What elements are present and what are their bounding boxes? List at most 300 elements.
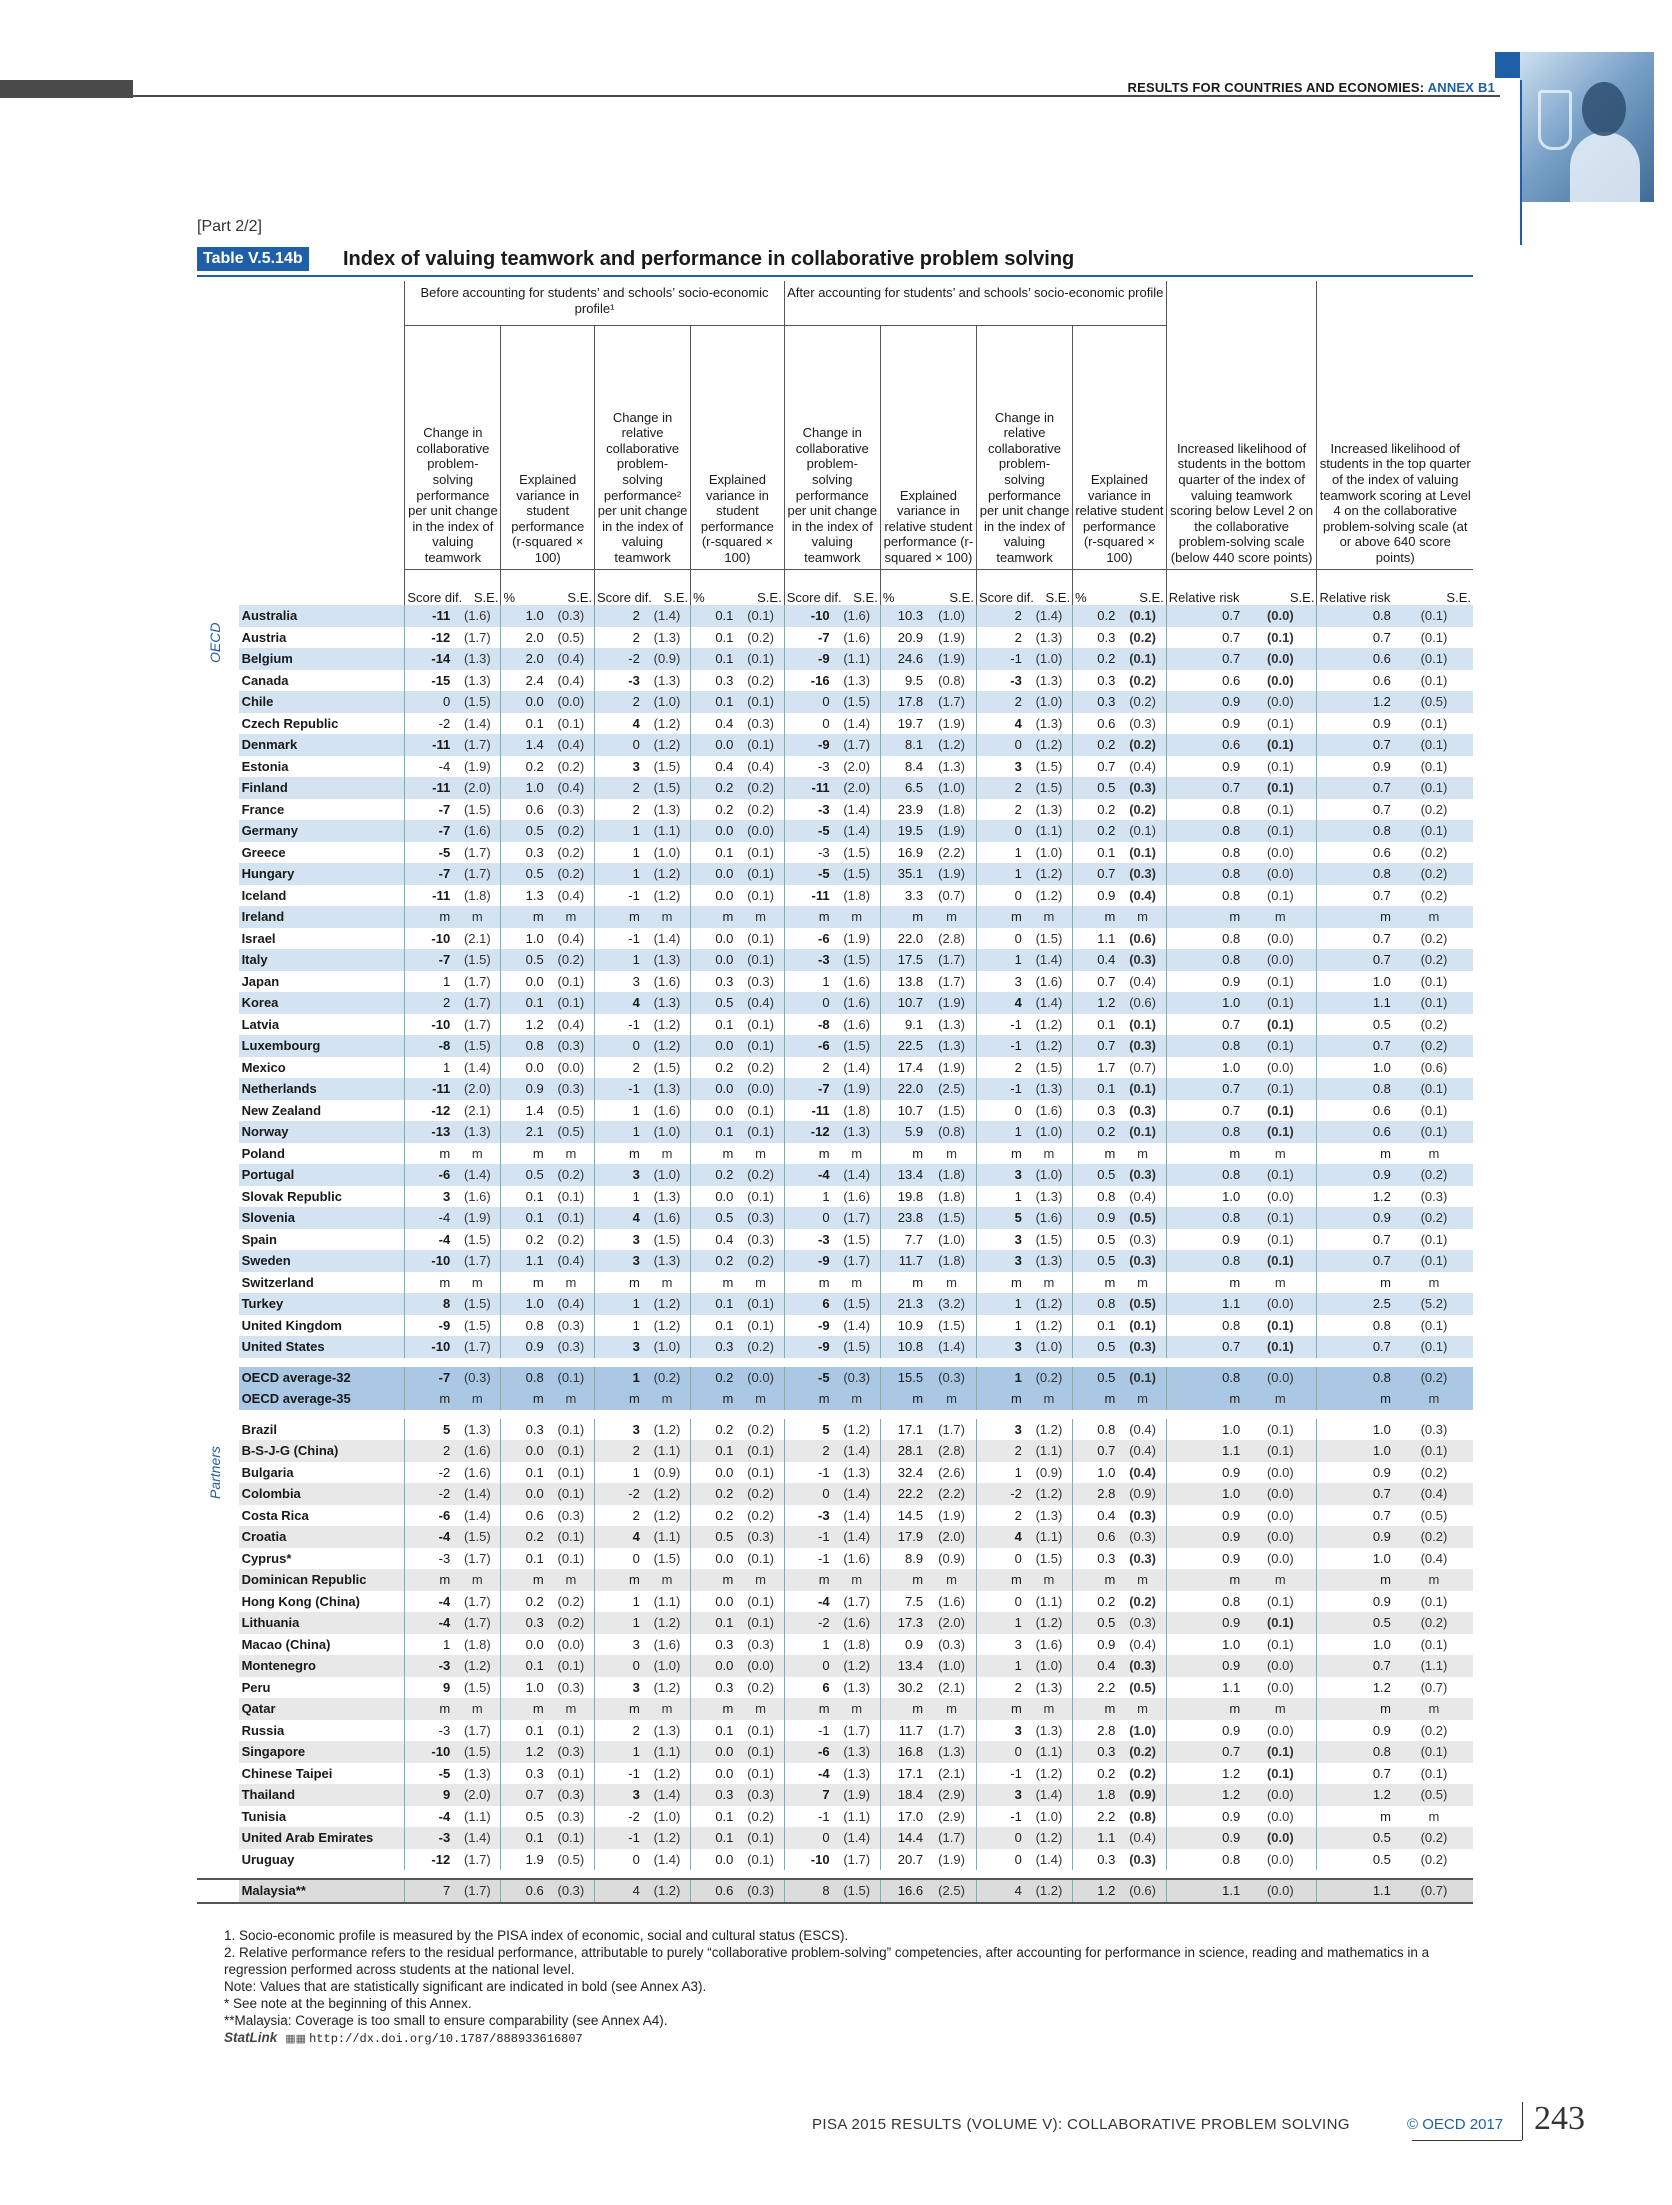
- cell-value: (0.7): [1129, 1059, 1156, 1075]
- cell-value: 0.7: [1166, 648, 1244, 670]
- cell-value: (0.9): [653, 1464, 681, 1480]
- cell-value: m: [1428, 1274, 1440, 1290]
- cell-value: -1: [976, 1078, 1025, 1100]
- cell-value: m: [1166, 1698, 1244, 1720]
- cell-value: (0.3): [1129, 1851, 1156, 1867]
- unit-header: %: [691, 569, 738, 605]
- cell-value: m: [471, 1274, 483, 1290]
- cell-value: -3: [784, 1229, 833, 1251]
- table-row: [197, 1164, 1473, 1186]
- cell-value: -7: [405, 863, 454, 885]
- cell-value: (0.1): [747, 1851, 774, 1867]
- cell-value: m: [784, 906, 833, 928]
- cell-value: (0.4): [1119, 1827, 1166, 1849]
- cell-value: (1.5): [454, 949, 501, 971]
- cell-value: 1.2: [1317, 1186, 1395, 1208]
- cell-value: (0.3): [548, 1336, 595, 1358]
- cell-value: 23.9: [880, 799, 927, 821]
- cell-value: (1.7): [927, 1827, 976, 1849]
- table-row: [197, 1207, 1473, 1229]
- cell-value: (0.4): [548, 777, 595, 799]
- cell-value: m: [1119, 1698, 1166, 1720]
- cell-value: (0.2): [1395, 1207, 1473, 1229]
- cell-value: (1.6): [843, 629, 871, 645]
- cell-value: (1.2): [1026, 863, 1073, 885]
- cell-value: 2: [595, 627, 644, 649]
- cell-value: 1: [405, 1057, 454, 1079]
- cell-value: (0.2): [747, 1679, 774, 1695]
- cell-value: (2.1): [938, 1765, 965, 1781]
- cell-value: (0.4): [557, 930, 585, 946]
- table-row: [197, 842, 1473, 864]
- cell-value: 0.5: [1317, 1014, 1395, 1036]
- cell-value: (0.1): [1266, 1765, 1294, 1781]
- cell-value: 0: [784, 992, 833, 1014]
- cell-value: m: [1073, 1143, 1120, 1165]
- table-row: [197, 1806, 1473, 1828]
- cell-value: (0.2): [1119, 734, 1166, 756]
- cell-value: (0.1): [1266, 1636, 1294, 1652]
- cell-value: 30.2: [880, 1677, 927, 1699]
- cell-value: m: [661, 1274, 673, 1290]
- cell-value: (0.1): [747, 1593, 774, 1609]
- country-name: Germany: [239, 820, 405, 842]
- country-name: Korea: [239, 992, 405, 1014]
- cell-value: (0.1): [1266, 1593, 1294, 1609]
- cell-value: m: [755, 1274, 766, 1290]
- cell-value: -3: [976, 670, 1025, 692]
- cell-value: (1.0): [1026, 691, 1073, 713]
- cell-value: m: [405, 906, 454, 928]
- table-row: [197, 777, 1473, 799]
- cell-value: -11: [784, 885, 833, 907]
- cell-value: (1.0): [1026, 1164, 1073, 1186]
- cell-value: -10: [405, 1014, 454, 1036]
- cell-value: 0.5: [501, 1164, 548, 1186]
- cell-value: (0.1): [1395, 1440, 1473, 1462]
- cell-value: (0.3): [737, 1526, 784, 1548]
- cell-value: (0.0): [1266, 672, 1294, 688]
- cell-value: m: [548, 1569, 595, 1591]
- cell-value: 1.1: [1166, 1293, 1244, 1315]
- cell-value: m: [1073, 1272, 1120, 1294]
- cell-value: 2: [976, 1505, 1025, 1527]
- cell-value: (0.2): [1026, 1367, 1073, 1389]
- cell-value: 0.7: [1317, 734, 1395, 756]
- cell-value: 20.9: [880, 627, 927, 649]
- cell-value: (1.4): [834, 1164, 881, 1186]
- cell-value: m: [565, 1274, 577, 1290]
- cell-value: (1.2): [653, 887, 681, 903]
- cell-value: (0.2): [1129, 1593, 1156, 1609]
- cell-value: (1.4): [1026, 605, 1073, 627]
- cell-value: (0.2): [557, 1593, 585, 1609]
- table-row: [197, 605, 1473, 627]
- cell-value: 0.9: [1166, 1548, 1244, 1570]
- cell-value: 0.8: [1317, 1078, 1395, 1100]
- cell-value: (1.7): [938, 1421, 965, 1437]
- cell-value: 17.9: [880, 1526, 927, 1548]
- cell-value: m: [548, 906, 595, 928]
- cell-value: (1.9): [938, 1059, 965, 1075]
- cell-value: 0.7: [1317, 1229, 1395, 1251]
- cell-value: (0.4): [737, 992, 784, 1014]
- cell-value: 1: [976, 1186, 1025, 1208]
- country-name: Chinese Taipei: [241, 1765, 333, 1781]
- cell-value: 0.1: [691, 1315, 738, 1337]
- cell-value: (0.2): [1420, 930, 1448, 946]
- cell-value: (1.4): [644, 605, 691, 627]
- cell-value: (1.7): [843, 1593, 871, 1609]
- cell-value: 0.4: [1073, 1505, 1120, 1527]
- cell-value: -6: [784, 1035, 833, 1057]
- cell-value: -9: [784, 1315, 833, 1337]
- cell-value: (1.7): [834, 1250, 881, 1272]
- cell-value: (0.0): [1244, 1526, 1317, 1548]
- cell-value: m: [784, 1143, 833, 1165]
- cell-value: 1.0: [1166, 992, 1244, 1014]
- cell-value: 3: [976, 1784, 1025, 1806]
- cell-value: 0.7: [501, 1784, 548, 1806]
- cell-value: (0.0): [737, 1655, 784, 1677]
- cell-value: (1.2): [644, 1879, 691, 1903]
- cell-value: -6: [405, 1164, 454, 1186]
- cell-value: 0.9: [1073, 885, 1120, 907]
- cell-value: (0.2): [1395, 863, 1473, 885]
- cell-value: (0.3): [1119, 863, 1166, 885]
- cell-value: 0.5: [1073, 1336, 1120, 1358]
- cell-value: (0.1): [1244, 1612, 1317, 1634]
- cell-value: (0.1): [548, 1827, 595, 1849]
- cell-value: 2.8: [1073, 1720, 1120, 1742]
- cell-value: 16.9: [880, 842, 927, 864]
- cell-value: (0.5): [548, 1121, 595, 1143]
- cell-value: 1.2: [501, 1741, 548, 1763]
- cell-value: (0.1): [1244, 1121, 1317, 1143]
- cell-value: 1: [405, 1634, 454, 1656]
- cell-value: 0.3: [691, 1677, 738, 1699]
- cell-value: (0.0): [737, 820, 784, 842]
- cell-value: (1.7): [843, 1722, 871, 1738]
- unit-header: S.E.: [757, 590, 782, 605]
- cell-value: (1.7): [454, 863, 501, 885]
- cell-value: (0.3): [548, 1078, 595, 1100]
- cell-value: 0.7: [1073, 1035, 1120, 1057]
- cell-value: 0.5: [691, 1207, 738, 1229]
- cell-value: (0.3): [1129, 1507, 1156, 1523]
- country-name: New Zealand: [241, 1102, 322, 1118]
- cell-value: 1: [976, 1121, 1025, 1143]
- cell-value: (0.4): [557, 887, 585, 903]
- cell-value: m: [946, 1145, 957, 1161]
- cell-value: m: [834, 1569, 881, 1591]
- cell-value: (0.2): [1420, 801, 1448, 817]
- note-cyprus: * See note at the beginning of this Annex.: [224, 1996, 472, 2011]
- table-row: [197, 1336, 1473, 1358]
- cell-value: 0.8: [1073, 1186, 1120, 1208]
- unit-header: Relative risk: [1317, 569, 1395, 605]
- cell-value: 0.7: [1317, 1483, 1395, 1505]
- cell-value: (0.1): [747, 1765, 774, 1781]
- cell-value: (0.3): [557, 1679, 585, 1695]
- cell-value: 0.0: [501, 691, 548, 713]
- country-name: Colombia: [239, 1483, 405, 1505]
- cell-value: (1.5): [927, 1207, 976, 1229]
- cell-value: -1: [784, 1526, 833, 1548]
- cell-value: (0.1): [557, 973, 585, 989]
- cell-value: -1: [595, 885, 644, 907]
- cell-value: -2: [595, 648, 644, 670]
- cell-value: 0.9: [1317, 1164, 1395, 1186]
- cell-value: 0.8: [1166, 885, 1244, 907]
- cell-value: -4: [784, 1591, 833, 1613]
- cell-value: 20.7: [880, 1849, 927, 1871]
- cell-value: m: [784, 1388, 833, 1410]
- cell-value: (0.0): [1244, 1483, 1317, 1505]
- col-header-5: Change in collaborative problem-solving performance per unit change in the index of valuing teamwork: [784, 325, 880, 569]
- table-row: [197, 1293, 1473, 1315]
- cell-value: (1.8): [463, 1636, 491, 1652]
- cell-value: 2: [976, 627, 1025, 649]
- cell-value: 1.2: [1317, 1784, 1395, 1806]
- cell-value: 3: [976, 756, 1025, 778]
- cell-value: 0.0: [501, 1483, 548, 1505]
- cell-value: 0: [976, 734, 1025, 756]
- cell-value: (1.4): [843, 1059, 871, 1075]
- cell-value: 0.6: [1317, 842, 1395, 864]
- cell-value: m: [1428, 1808, 1440, 1824]
- cell-value: (1.6): [653, 1102, 681, 1118]
- cell-value: 0.8: [1317, 1367, 1395, 1389]
- cell-value: (1.9): [843, 930, 871, 946]
- cell-value: 0.0: [691, 1186, 738, 1208]
- cell-value: (1.3): [843, 1464, 871, 1480]
- cell-value: -3: [405, 1655, 454, 1677]
- cell-value: m: [880, 906, 927, 928]
- cell-value: 0.1: [501, 1720, 548, 1742]
- table-row: [197, 648, 1473, 670]
- cell-value: -2: [405, 713, 454, 735]
- cell-value: (0.2): [747, 1421, 774, 1437]
- cell-value: 2: [595, 605, 644, 627]
- cell-value: 0.1: [691, 842, 738, 864]
- cell-value: 2: [595, 1440, 644, 1462]
- cell-value: 0.2: [1073, 799, 1120, 821]
- cell-value: (0.4): [548, 648, 595, 670]
- cell-value: -1: [976, 648, 1025, 670]
- cell-value: (0.3): [557, 1507, 585, 1523]
- cell-value: (1.2): [653, 1016, 681, 1032]
- cell-value: 0: [784, 1655, 833, 1677]
- cell-value: (0.2): [747, 629, 774, 645]
- cell-value: (0.2): [1119, 691, 1166, 713]
- cell-value: 0: [976, 1849, 1025, 1871]
- table-row: [197, 971, 1473, 993]
- cell-value: m: [784, 1569, 833, 1591]
- cell-value: 2: [976, 691, 1025, 713]
- cell-value: 0.2: [1073, 820, 1120, 842]
- country-name: Dominican Republic: [239, 1569, 405, 1591]
- cell-value: (0.5): [557, 1851, 585, 1867]
- cell-value: -2: [784, 1612, 833, 1634]
- table-row: [197, 1612, 1473, 1634]
- cell-value: 1: [595, 1315, 644, 1337]
- cell-value: 0: [784, 1207, 833, 1229]
- cell-value: (1.5): [653, 1550, 681, 1566]
- cell-value: (1.4): [834, 1827, 881, 1849]
- cell-value: 0.9: [1073, 1207, 1120, 1229]
- cell-value: (0.1): [1119, 1121, 1166, 1143]
- cell-value: (1.4): [644, 1784, 691, 1806]
- cell-value: (1.0): [1035, 844, 1063, 860]
- cell-value: 0.1: [691, 648, 738, 670]
- cell-value: 0.5: [1073, 1164, 1120, 1186]
- cell-value: m: [1026, 1569, 1073, 1591]
- cell-value: m: [1073, 1698, 1120, 1720]
- note-1: 1. Socio-economic profile is measured by the PISA index of economic, social and cultural status (ESCS).: [224, 1928, 849, 1943]
- cell-value: 0.9: [1317, 713, 1395, 735]
- cell-value: m: [737, 1569, 784, 1591]
- cell-value: (1.3): [454, 648, 501, 670]
- cell-value: (1.6): [644, 1207, 691, 1229]
- header-photo: [1520, 52, 1654, 202]
- cell-value: (0.1): [548, 1526, 595, 1548]
- cell-value: (1.0): [1026, 1336, 1073, 1358]
- cell-value: m: [784, 1272, 833, 1294]
- cell-value: (1.4): [834, 1526, 881, 1548]
- cell-value: (0.2): [1395, 1526, 1473, 1548]
- statlink-url[interactable]: http://dx.doi.org/10.1787/888933616807: [309, 2032, 583, 2046]
- cell-value: (1.5): [653, 1231, 681, 1247]
- cell-value: 1.0: [1166, 1419, 1244, 1441]
- cell-value: 0.6: [1317, 648, 1395, 670]
- cell-value: 0: [784, 713, 833, 735]
- cell-value: 1.2: [1073, 1879, 1120, 1903]
- cell-value: (1.6): [653, 973, 681, 989]
- country-name: Qatar: [239, 1698, 405, 1720]
- cell-value: 0.3: [691, 670, 738, 692]
- cell-value: 0.7: [1317, 1655, 1395, 1677]
- cell-value: (0.1): [548, 1655, 595, 1677]
- cell-value: (1.6): [1035, 1636, 1063, 1652]
- cell-value: 0.0: [691, 734, 738, 756]
- cell-value: (1.5): [463, 801, 491, 817]
- cell-value: 0.9: [1166, 1612, 1244, 1634]
- cell-value: 0.0: [691, 1462, 738, 1484]
- cell-value: 0.8: [1166, 1849, 1244, 1871]
- cell-value: 0: [976, 1100, 1025, 1122]
- cell-value: 2: [595, 1720, 644, 1742]
- country-name: Hong Kong (China): [241, 1593, 360, 1609]
- cell-value: m: [1119, 1388, 1166, 1410]
- cell-value: -3: [405, 1827, 454, 1849]
- cell-value: -3: [405, 1548, 454, 1570]
- cell-value: -10: [784, 605, 833, 627]
- country-name: Montenegro: [239, 1655, 405, 1677]
- cell-value: (1.2): [1035, 1317, 1063, 1333]
- cell-value: 0.7: [1166, 1100, 1244, 1122]
- country-name: Iceland: [241, 887, 287, 903]
- cell-value: -4: [405, 1526, 454, 1548]
- cell-value: 0.7: [1166, 777, 1244, 799]
- cell-value: 0.0: [691, 1548, 738, 1570]
- cell-value: -7: [405, 799, 454, 821]
- cell-value: 0.0: [691, 885, 738, 907]
- cell-value: (0.1): [737, 734, 784, 756]
- cell-value: 0.3: [1073, 1100, 1120, 1122]
- cell-value: (1.9): [834, 1784, 881, 1806]
- cell-value: 1: [976, 1655, 1025, 1677]
- cell-value: m: [834, 1388, 881, 1410]
- cell-value: (1.6): [834, 1612, 881, 1634]
- cell-value: (1.2): [644, 1612, 691, 1634]
- cell-value: (0.1): [1119, 648, 1166, 670]
- cell-value: (1.5): [834, 691, 881, 713]
- table-row: [197, 1720, 1473, 1742]
- cell-value: 1: [976, 949, 1025, 971]
- cell-value: (0.1): [1244, 992, 1317, 1014]
- cell-value: 0.3: [691, 1336, 738, 1358]
- cell-value: 0.8: [1166, 820, 1244, 842]
- cell-value: (1.0): [1035, 1808, 1063, 1824]
- cell-value: (0.3): [737, 1879, 784, 1903]
- cell-value: (0.2): [548, 1164, 595, 1186]
- cell-value: (1.0): [644, 1121, 691, 1143]
- note-malaysia: **Malaysia: Coverage is too small to ensure comparability (see Annex A4).: [224, 2013, 668, 2028]
- cell-value: 0.2: [1073, 1121, 1120, 1143]
- cell-value: 1.0: [1166, 1483, 1244, 1505]
- cell-value: (0.1): [1266, 715, 1294, 731]
- cell-value: m: [1166, 1388, 1244, 1410]
- cell-value: (0.2): [737, 1164, 784, 1186]
- cell-value: (0.1): [1244, 1336, 1317, 1358]
- cell-value: 0.8: [1166, 1367, 1244, 1389]
- cell-value: m: [851, 1145, 863, 1161]
- cell-value: m: [1244, 1388, 1317, 1410]
- country-name: Netherlands: [239, 1078, 405, 1100]
- cell-value: 0.1: [1073, 1315, 1120, 1337]
- cell-value: 3: [976, 971, 1025, 993]
- cell-value: (1.8): [927, 1164, 976, 1186]
- cell-value: 10.7: [880, 1100, 927, 1122]
- table-row: [197, 1419, 1473, 1441]
- cell-value: 0.9: [1317, 1526, 1395, 1548]
- cell-value: 4: [976, 1879, 1025, 1903]
- cell-value: 0.7: [1317, 1250, 1395, 1272]
- cell-value: (1.4): [1026, 992, 1073, 1014]
- cell-value: -12: [784, 1121, 833, 1143]
- cell-value: m: [1395, 906, 1473, 928]
- cell-value: 0.0: [691, 1655, 738, 1677]
- cell-value: 2.0: [501, 627, 548, 649]
- cell-value: (1.2): [653, 1507, 681, 1523]
- cell-value: (0.7): [1395, 1879, 1473, 1903]
- cell-value: (1.6): [1035, 1102, 1063, 1118]
- cell-value: (0.0): [1266, 1722, 1294, 1738]
- cell-value: 9: [405, 1677, 454, 1699]
- cell-value: 4: [595, 1526, 644, 1548]
- cell-value: 1.9: [501, 1849, 548, 1871]
- cell-value: 2: [976, 1440, 1025, 1462]
- cell-value: -3: [405, 1720, 454, 1742]
- cell-value: (1.0): [938, 1231, 965, 1247]
- cell-value: (0.9): [644, 648, 691, 670]
- cell-value: 0: [595, 1035, 644, 1057]
- cell-value: (0.3): [1119, 1250, 1166, 1272]
- cell-value: m: [927, 906, 976, 928]
- cell-value: (0.3): [548, 605, 595, 627]
- cell-value: m: [1137, 1274, 1148, 1290]
